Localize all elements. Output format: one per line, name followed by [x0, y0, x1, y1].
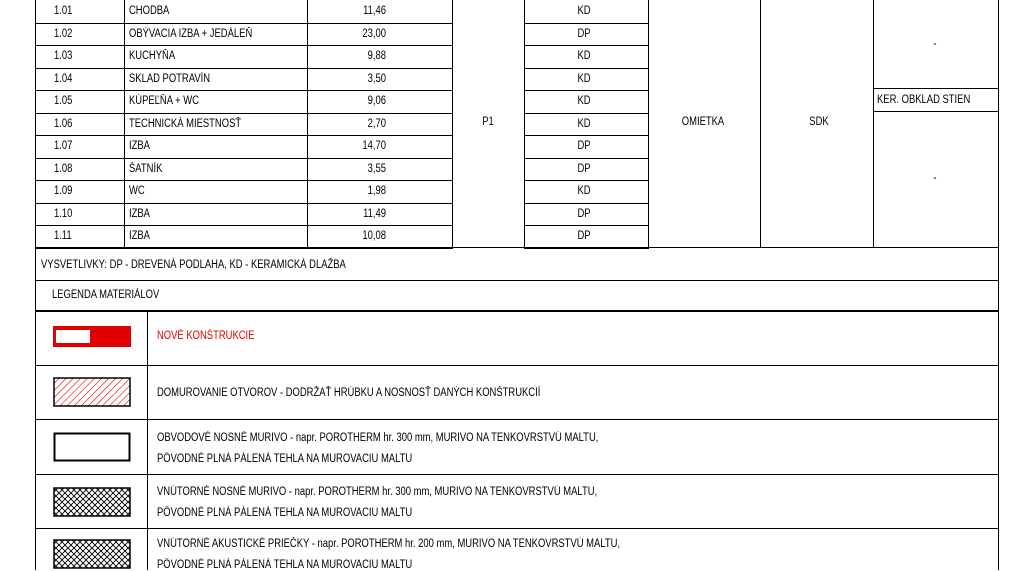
grid-line	[124, 0, 125, 247]
grid-line	[35, 474, 999, 475]
room-floor: KD	[577, 5, 591, 17]
room-area: 14,70	[362, 140, 386, 152]
room-id: 1.11	[54, 230, 72, 242]
legend-label-inner-1: VNÚTORNÉ NOSNÉ MURIVO - napr. POROTHERM hr. 300 mm, MURIVO NA TENKOVRSTVÚ MALTU,	[157, 486, 598, 498]
grid-line	[35, 45, 453, 46]
grid-line	[524, 23, 649, 24]
explanation-text: VYSVETLIVKY: DP - DREVENÁ PODLAHA, KD - KERAMICKÁ DLAŽBA	[41, 259, 346, 271]
inner-wall-symbol	[53, 487, 131, 517]
grid-line	[35, 180, 453, 181]
room-id: 1.02	[54, 27, 73, 40]
grid-line	[35, 90, 453, 91]
room-id: 1.05	[54, 95, 73, 107]
new-construction-symbol	[53, 326, 131, 348]
room-area: 2,70	[367, 117, 386, 130]
grid-line	[35, 225, 453, 226]
finish-mid-cell: KER. OBKLAD STIEN	[877, 94, 971, 106]
grid-line	[873, 0, 874, 247]
grid-line	[452, 0, 453, 247]
room-floor: DP	[577, 162, 591, 175]
room-id: 1.08	[54, 162, 73, 175]
room-floor: KD	[577, 50, 591, 62]
room-area: 9,88	[367, 50, 386, 62]
room-name: OBÝVACIA IZBA + JEDÁLEŇ	[129, 27, 253, 40]
room-name: TECHNICKÁ MIESTNOSŤ	[129, 117, 242, 130]
room-id: 1.04	[54, 72, 73, 85]
table-bottom-border	[35, 247, 999, 248]
grid-line	[35, 23, 453, 24]
legend-title: LEGENDA MATERIÁLOV	[52, 289, 160, 301]
grid-line	[524, 248, 649, 249]
room-floor: DP	[577, 27, 591, 40]
grid-line	[35, 419, 999, 420]
ceiling-cell: SDK	[809, 116, 829, 128]
room-area: 3,55	[367, 162, 386, 175]
grid-line	[35, 158, 453, 159]
table-border-right	[998, 0, 999, 570]
grid-line	[35, 68, 453, 69]
room-area: 9,06	[367, 95, 386, 107]
grid-line	[524, 68, 649, 69]
room-area: 3,50	[367, 72, 386, 85]
room-floor: DP	[577, 207, 591, 220]
level-cell: P1	[482, 116, 494, 128]
walls-cell: OMIETKA	[681, 116, 725, 128]
legend-label-fill: DOMUROVANIE OTVOROV - DODRŽAŤ HRÚBKU A NOSNOSŤ DANÝCH KONŠTRUKCIÍ	[157, 387, 541, 399]
grid-line	[648, 0, 649, 247]
room-name: IZBA	[129, 207, 150, 220]
grid-line	[35, 135, 453, 136]
room-id: 1.01	[54, 5, 73, 17]
room-id: 1.10	[54, 207, 73, 220]
table-border-left	[35, 0, 36, 247]
grid-line	[524, 158, 649, 159]
grid-line	[524, 225, 649, 226]
legend-separator	[147, 310, 148, 570]
room-id: 1.07	[54, 140, 73, 152]
room-name: CHODBA	[129, 5, 170, 17]
grid-line	[35, 247, 36, 570]
room-floor: KD	[577, 185, 591, 197]
legend-label-outer-2: PÔVODNÉ PLNÁ PÁLENÁ TEHLA NA MUROVACIU MALTU	[157, 453, 413, 465]
legend-label-acoustic-1: VNÚTORNÉ AKUSTICKÉ PRIEČKY - napr. POROTHERM hr. 200 mm, MURIVO NA TENKOVRSTVÚ MALTU,	[157, 538, 621, 550]
legend-label-inner-2: PÔVODNÉ PLNÁ PÁLENÁ TEHLA NA MUROVACIU MALTU	[157, 507, 413, 519]
grid-line	[35, 248, 453, 249]
grid-line	[524, 135, 649, 136]
finish-top-cell: -	[933, 38, 937, 50]
grid-line	[35, 528, 999, 529]
legend-title-border	[35, 310, 999, 312]
finish-bottom-cell: -	[933, 172, 937, 184]
room-floor: KD	[577, 117, 591, 130]
acoustic-partition-symbol	[53, 539, 131, 569]
room-id: 1.09	[54, 185, 73, 197]
grid-line	[35, 280, 999, 281]
grid-line	[35, 113, 453, 114]
room-name: SKLAD POTRAVÍN	[129, 72, 211, 85]
room-area: 23,00	[362, 27, 386, 40]
room-name: KUCHYŇA	[129, 50, 176, 62]
room-name: WC	[129, 185, 145, 197]
grid-line	[873, 88, 999, 89]
room-name: KÚPEĽŇA + WC	[129, 95, 199, 107]
room-id: 1.06	[54, 117, 73, 130]
grid-line	[524, 90, 649, 91]
legend-label-outer-1: OBVODOVÉ NOSNÉ MURIVO - napr. POROTHERM hr. 300 mm, MURIVO NA TENKOVRSTVÚ MALTU,	[157, 432, 599, 444]
room-floor: KD	[577, 95, 591, 107]
room-name: IZBA	[129, 140, 150, 152]
grid-line	[524, 45, 649, 46]
infill-hatch-symbol	[53, 377, 131, 407]
legend-label-acoustic-2: PÔVODNÉ PLNÁ PÁLENÁ TEHLA NA MUROVACIU MALTU	[157, 559, 413, 571]
room-floor: DP	[577, 140, 591, 152]
outer-wall-symbol	[53, 432, 131, 462]
grid-line	[524, 113, 649, 114]
room-area: 11,49	[363, 207, 386, 220]
grid-line	[524, 203, 649, 204]
room-floor: DP	[577, 230, 591, 242]
grid-line	[35, 365, 999, 366]
grid-line	[35, 203, 453, 204]
room-area: 11,46	[363, 5, 386, 17]
grid-line	[760, 0, 761, 247]
grid-line	[307, 0, 308, 247]
room-floor: KD	[577, 72, 591, 85]
grid-line	[524, 180, 649, 181]
room-id: 1.03	[54, 50, 73, 62]
grid-line	[873, 111, 999, 112]
room-name: IZBA	[129, 230, 150, 242]
room-area: 10,08	[362, 230, 386, 242]
grid-line	[524, 0, 525, 247]
legend-label-new: NOVÉ KONŠTRUKCIE	[157, 330, 255, 342]
room-name: ŠATNÍK	[129, 162, 163, 175]
room-area: 1,98	[367, 185, 386, 197]
